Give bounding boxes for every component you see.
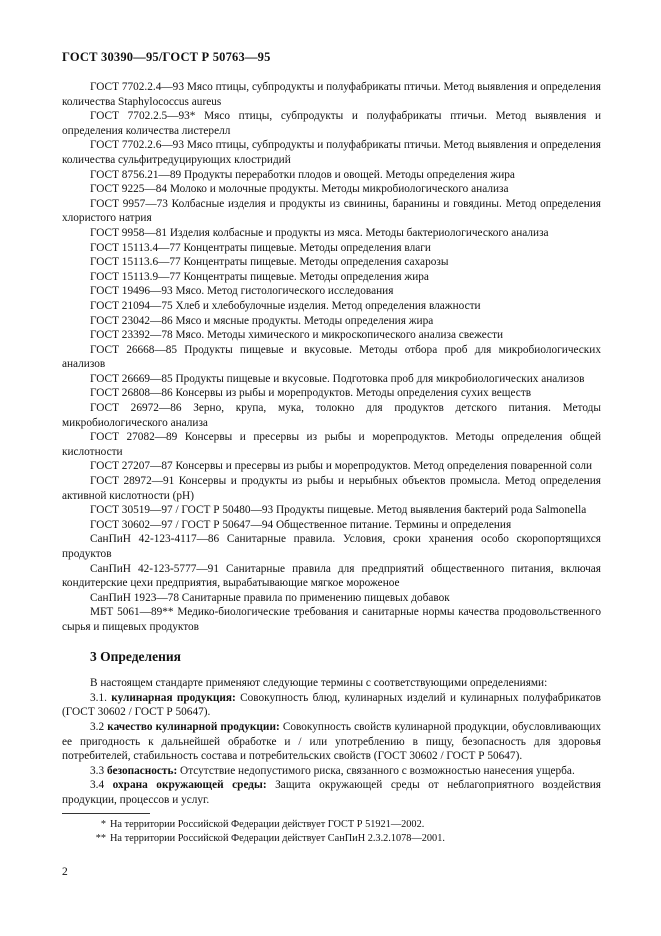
reference-item: ГОСТ 26668—85 Продукты пищевые и вкусовые. Методы отбора проб для микробиологических анализов: [62, 343, 601, 371]
reference-item: ГОСТ 28972—91 Консервы и продукты из рыбы и нерыбных объектов промысла. Метод определения активной кислотности (pH): [62, 475, 601, 502]
reference-item: ГОСТ 23392—78 Мясо. Методы химического и микроскопического анализа свежести: [90, 329, 504, 342]
footnotes: [62, 818, 601, 846]
page-number: 2: [62, 866, 68, 878]
reference-item: СанПиН 42-123-5777—91 Санитарные правила для предприятий общественного питания, включая кондитерские цехи предприятия, вырабатывающие мягкое мороженое: [62, 562, 601, 590]
reference-item: ГОСТ 30602—97 / ГОСТ Р 50647—94 Общественное питание. Термины и определения: [90, 518, 512, 531]
section-intro: В настоящем стандарте применяют следующие термины с соответствующими определениями:: [90, 677, 548, 690]
footnote: [62, 832, 601, 846]
footnote: [62, 818, 601, 832]
definition-text: Совокупность свойств кулинарной продукции, обусловливающих ее пригодность к дальнейшей обработке и / или употреблению в пищу, безопасность для здоровья потребителей, стабильность состава и потребительских свойств (ГОСТ 30602 / ГОСТ Р 50647).: [62, 720, 602, 763]
reference-item: ГОСТ 7702.2.6—93 Мясо птицы, субпродукты и полуфабрикаты птичьи. Метод выявления и определения количества сульфитредуцирующих клостридий: [62, 139, 601, 166]
page-header: ГОСТ 30390—95/ГОСТ Р 50763—95: [62, 50, 271, 64]
definition-item: [62, 720, 601, 764]
reference-item: ГОСТ 15113.6—77 Концентраты пищевые. Методы определения сахарозы: [90, 256, 449, 269]
footnote-mark: *: [100, 818, 106, 830]
definition-text: Защита окружающей среды от неблагоприятного воздействия продукции, процессов и услуг.: [62, 779, 601, 806]
definition-term: качество кулинарной продукции:: [107, 720, 280, 733]
references-list: [62, 80, 601, 635]
definitions: [62, 676, 601, 807]
reference-item: ГОСТ 30519—97 / ГОСТ Р 50480—93 Продукты пищевые. Метод выявления бактерий рода Salmonella: [90, 504, 587, 517]
reference-item: СанПиН 1923—78 Санитарные правила по применению пищевых добавок: [90, 591, 450, 604]
reference-item: ГОСТ 23042—86 Мясо и мясные продукты. Методы определения жира: [90, 314, 434, 327]
definition-term: охрана окружающей среды:: [112, 779, 267, 792]
reference-item: ГОСТ 9225—84 Молоко и молочные продукты. Методы микробиологического анализа: [90, 183, 509, 196]
reference-item: ГОСТ 8756.21—89 Продукты переработки плодов и овощей. Методы определения жира: [90, 168, 515, 181]
reference-item: ГОСТ 9957—73 Колбасные изделия и продукты из свинины, баранины и говядины. Метод определения хлористого натрия: [62, 197, 601, 225]
definition-item: [62, 778, 601, 807]
reference-item: СанПиН 42-123-4117—86 Санитарные правила. Условия, сроки хранения особо скоропортящихся продуктов: [62, 533, 601, 560]
footnote-divider: [62, 813, 150, 814]
document-body: [62, 80, 601, 846]
footnote-mark: **: [95, 832, 106, 844]
reference-item: ГОСТ 15113.9—77 Концентраты пищевые. Методы определения жира: [90, 270, 429, 283]
definition-number: 3.4: [90, 779, 105, 792]
definition-text: Отсутствие недопустимого риска, связанного с возможностью нанесения ущерба.: [180, 764, 575, 777]
section-title: 3 Определения: [90, 648, 181, 664]
definition-item: [62, 691, 601, 720]
definition-item: [62, 764, 601, 779]
footnote-text: На территории Российской Федерации действует СанПиН 2.3.2.1078—2001.: [110, 832, 445, 844]
definition-text: Совокупность блюд, кулинарных изделий и кулинарных полуфабрикатов (ГОСТ 30602 / ГОСТ Р 50647).: [62, 691, 601, 719]
reference-item: ГОСТ 27207—87 Консервы и пресервы из рыбы и морепродуктов. Метод определения поваренной соли: [90, 460, 593, 473]
reference-item: ГОСТ 19496—93 Мясо. Метод гистологического исследования: [90, 285, 394, 298]
reference-item: ГОСТ 15113.4—77 Концентраты пищевые. Методы определения влаги: [90, 241, 431, 254]
reference-item: ГОСТ 7702.2.5—93* Мясо птицы, субпродукты и полуфабрикаты птичьи. Метод выявления и определения количества листерелл: [62, 110, 601, 137]
reference-item: ГОСТ 26808—86 Консервы из рыбы и морепродуктов. Методы определения сухих веществ: [90, 387, 532, 400]
definition-number: 3.3: [90, 764, 105, 777]
reference-item: ГОСТ 7702.2.4—93 Мясо птицы, субпродукты и полуфабрикаты птичьи. Метод выявления и определения количества Staphylococcus aureus: [62, 81, 601, 108]
definition-number: 3.1.: [90, 691, 107, 704]
reference-item: МБТ 5061—89** Медико-биологические требования и санитарные нормы качества продовольственного сырья и пищевых продуктов: [62, 606, 601, 633]
definition-term: безопасность:: [106, 764, 178, 777]
reference-item: ГОСТ 9958—81 Изделия колбасные и продукты из мяса. Методы бактериологического анализа: [90, 226, 549, 239]
reference-item: ГОСТ 27082—89 Консервы и пресервы из рыбы и морепродуктов. Методы определения общей кислотности: [62, 431, 601, 458]
reference-item: ГОСТ 26669—85 Продукты пищевые и вкусовые. Подготовка проб для микробиологических анализов: [90, 372, 585, 385]
reference-item: ГОСТ 21094—75 Хлеб и хлебобулочные изделия. Метод определения влажности: [90, 299, 481, 312]
definition-number: 3.2: [90, 720, 105, 733]
footnote-text: На территории Российской Федерации действует ГОСТ Р 51921—2002.: [110, 818, 425, 830]
reference-item: ГОСТ 26972—86 Зерно, крупа, мука, толокно для продуктов детского питания. Методы микробиологического анализа: [62, 402, 601, 429]
definition-term: кулинарная продукция:: [111, 691, 236, 704]
